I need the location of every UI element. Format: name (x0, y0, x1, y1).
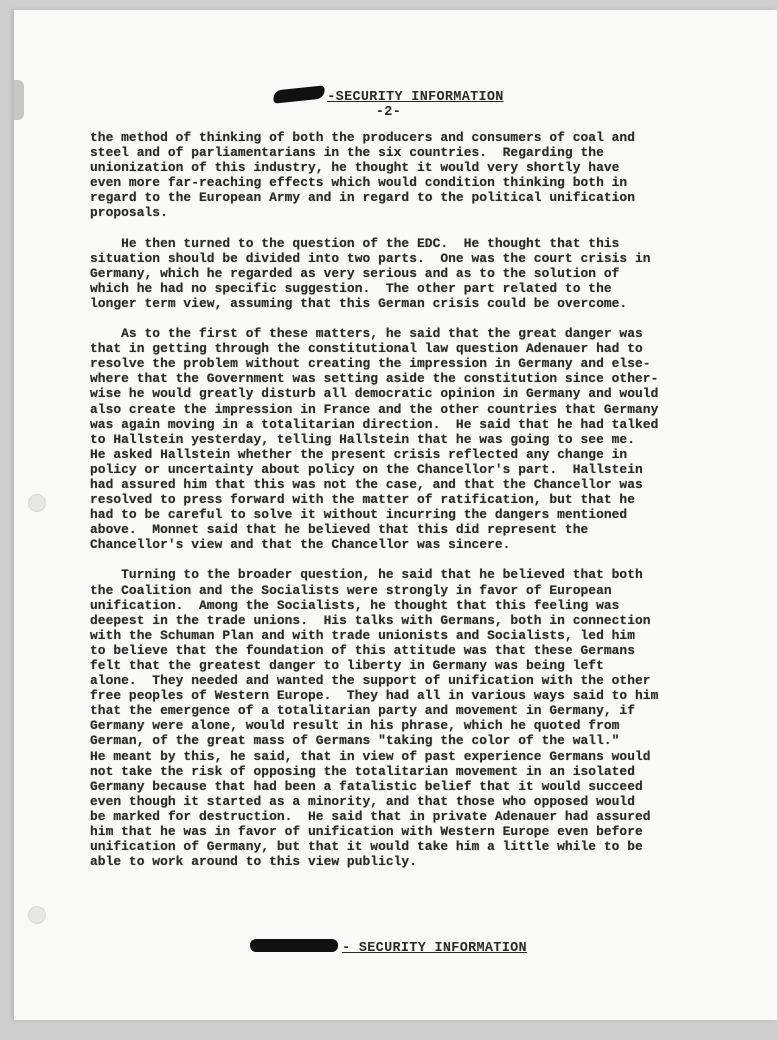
text-line: regard to the European Army and in regard to the political unification (90, 190, 635, 206)
text-line: felt that the greatest danger to liberty in Germany was being left (90, 658, 604, 673)
footer-classification: - SECURITY INFORMATION (342, 941, 527, 956)
text-line: situation should be divided into two parts. One was the court crisis in (90, 250, 651, 266)
text-line: the method of thinking of both the producers and consumers of coal and (90, 130, 635, 145)
text-line: that the emergence of a totalitarian party and movement in Germany, if (90, 703, 635, 719)
text-line: be marked for destruction. He said that in private Adenauer had assured (90, 808, 651, 824)
paragraph (90, 130, 710, 221)
text-line: He then turned to the question of the EDC. He thought that this (90, 235, 620, 251)
text-line: resolve the problem without creating the impression in Germany and else- (90, 356, 651, 372)
text-line: proposals. (90, 205, 168, 221)
page-header (0, 88, 777, 120)
paragraph (90, 326, 710, 552)
text-line: He meant by this, he said, that in view of past experience Germans would (90, 748, 651, 764)
text-line: the Coalition and the Socialists were strongly in favor of European (90, 582, 612, 598)
text-line: which he had no specific suggestion. The other part related to the (90, 280, 612, 296)
text-line: policy or uncertainty about policy on the Chancellor's part. Hallstein (90, 461, 643, 477)
paragraph (90, 567, 710, 869)
text-line: German, of the great mass of Germans "taking the color of the wall." (90, 733, 620, 749)
text-line: Germany, which he regarded as very serious and as to the solution of (90, 265, 620, 281)
text-line: had to be careful to solve it without incurring the dangers mentioned (90, 507, 628, 523)
paragraph (90, 236, 710, 311)
header-classification: -SECURITY INFORMATION (327, 90, 504, 105)
text-line: deepest in the trade unions. His talks with Germans, both in connection (90, 612, 651, 628)
letter-body (90, 130, 710, 884)
text-line: that in getting through the constitutional law question Adenauer had to (90, 341, 643, 357)
text-line: had assured him that this was not the case, and that the Chancellor was (90, 476, 643, 492)
punch-hole (28, 494, 46, 512)
text-line: steel and of parliamentarians in the six countries. Regarding the (90, 145, 604, 161)
text-line: with the Schuman Plan and with trade unionists and Socialists, led him (90, 627, 635, 643)
text-line: longer term view, assuming that this German crisis could be overcome. (90, 295, 628, 311)
text-line: unionization of this industry, he thought it would very shortly have (90, 160, 620, 176)
text-line: able to work around to this view publicly. (90, 854, 417, 870)
text-line: free peoples of Western Europe. They had all in various ways said to him (90, 688, 659, 704)
text-line: even though it started as a minority, and that those who opposed would (90, 793, 635, 809)
text-line: to believe that the foundation of this attitude was that these Germans (90, 642, 635, 658)
text-line: also create the impression in France and the other countries that Germany (90, 401, 659, 417)
text-line: was again moving in a totalitarian direction. He said that he had talked (90, 416, 659, 432)
text-line: unification of Germany, but that it would take him a little while to be (90, 839, 643, 855)
page-footer (0, 939, 777, 956)
text-line: unification. Among the Socialists, he thought that this feeling was (90, 597, 620, 613)
text-line: him that he was in favor of unification with Western Europe even before (90, 824, 643, 840)
text-line: Turning to the broader question, he said that he believed that both (90, 567, 643, 583)
text-line: As to the first of these matters, he said that the great danger was (90, 326, 643, 342)
text-line: alone. They needed and wanted the support of unification with the other (90, 673, 651, 689)
text-line: Chancellor's view and that the Chancellor was sincere. (90, 537, 511, 553)
text-line: wise he would greatly disturb all democratic opinion in Germany and would (90, 386, 659, 402)
text-line: resolved to press forward with the matter of ratification, but that he (90, 492, 635, 508)
text-line: to Hallstein yesterday, telling Hallstein that he was going to see me. (90, 431, 635, 447)
text-line: above. Monnet said that he believed that this did represent the (90, 522, 589, 538)
redaction-mark (273, 85, 326, 103)
text-line: even more far-reaching effects which would condition thinking both in (90, 175, 628, 191)
page-number: -2- (375, 105, 402, 120)
text-line: Germany because that had been a fatalistic belief that it would succeed (90, 778, 643, 794)
redaction-mark (250, 939, 338, 952)
text-line: where that the Government was setting aside the constitution since other- (90, 371, 659, 387)
text-line: He asked Hallstein whether the present crisis reflected any change in (90, 446, 628, 462)
text-line: not take the risk of opposing the totalitarian movement in an isolated (90, 763, 635, 779)
punch-hole (28, 906, 46, 924)
text-line: Germany were alone, would result in his phrase, which he quoted from (90, 718, 620, 734)
